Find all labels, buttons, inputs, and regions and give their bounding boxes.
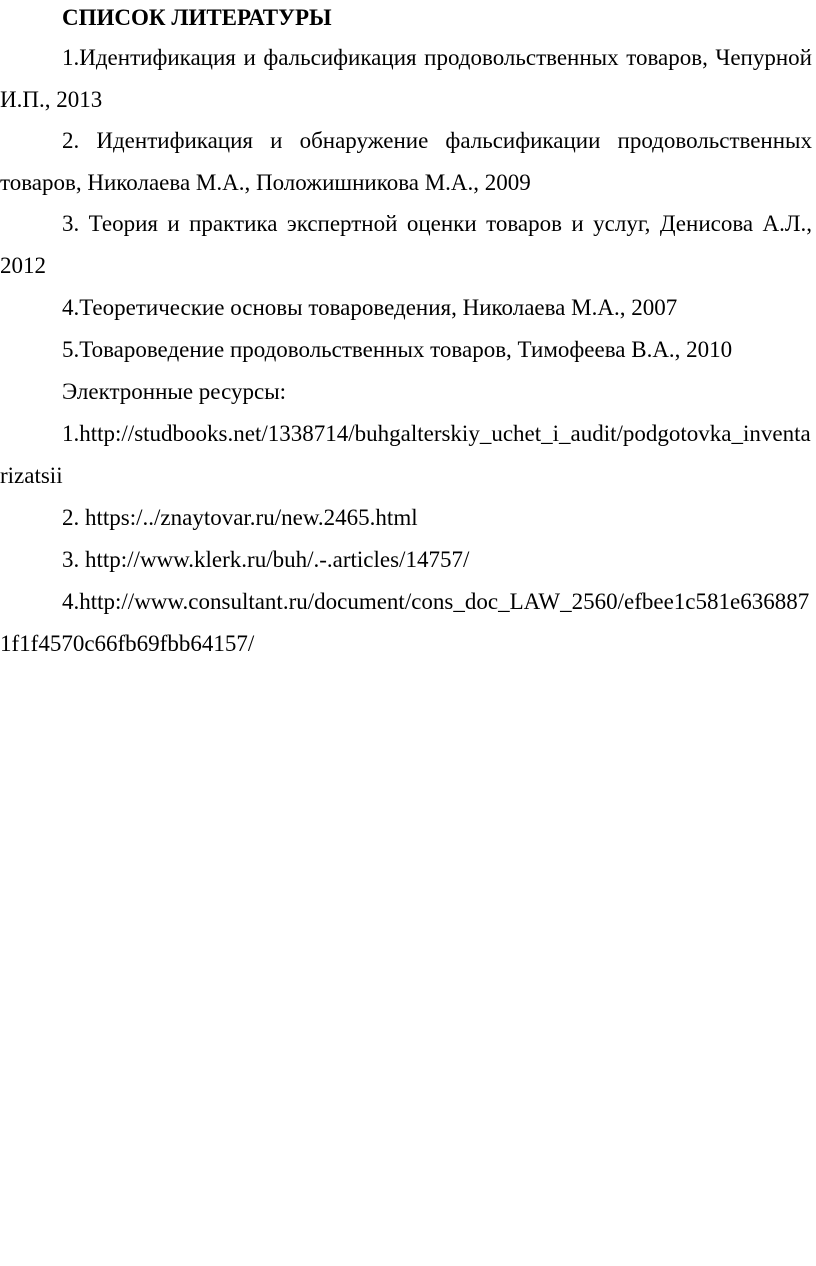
- electronic-resources-heading: Электронные ресурсы:: [62, 379, 287, 404]
- bibliography-heading: СПИСОК ЛИТЕРАТУРЫ: [62, 5, 332, 30]
- electronic-resource-2: 2. https:/../znaytovar.ru/new.2465.html: [62, 505, 418, 530]
- reference-item-4: 4.Теоретические основы товароведения, Николаева М.А., 2007: [62, 295, 678, 320]
- electronic-resource-1: 1.http://studbooks.net/1338714/buhgalterskiy_uchet_i_audit/podgotovka_inventarizatsii: [0, 421, 811, 488]
- reference-item-1: 1.Идентификация и фальсификация продовольственных товаров, Чепурной И.П., 2013: [0, 45, 812, 112]
- reference-item-2: 2. Идентификация и обнаружение фальсификации продовольственных товаров, Николаева М.А., Положишникова М.А., 2009: [0, 128, 812, 195]
- electronic-resource-4: 4.http://www.consultant.ru/document/cons_doc_LAW_2560/efbee1c581e6368871f1f4570c66fb69fbb64157/: [0, 589, 810, 656]
- reference-item-5: 5.Товароведение продовольственных товаров, Тимофеева В.А., 2010: [62, 337, 733, 362]
- reference-item-3: 3. Теория и практика экспертной оценки товаров и услуг, Денисова А.Л., 2012: [0, 211, 812, 278]
- electronic-resource-3: 3. http://www.klerk.ru/buh/.-.articles/14757/: [62, 547, 470, 572]
